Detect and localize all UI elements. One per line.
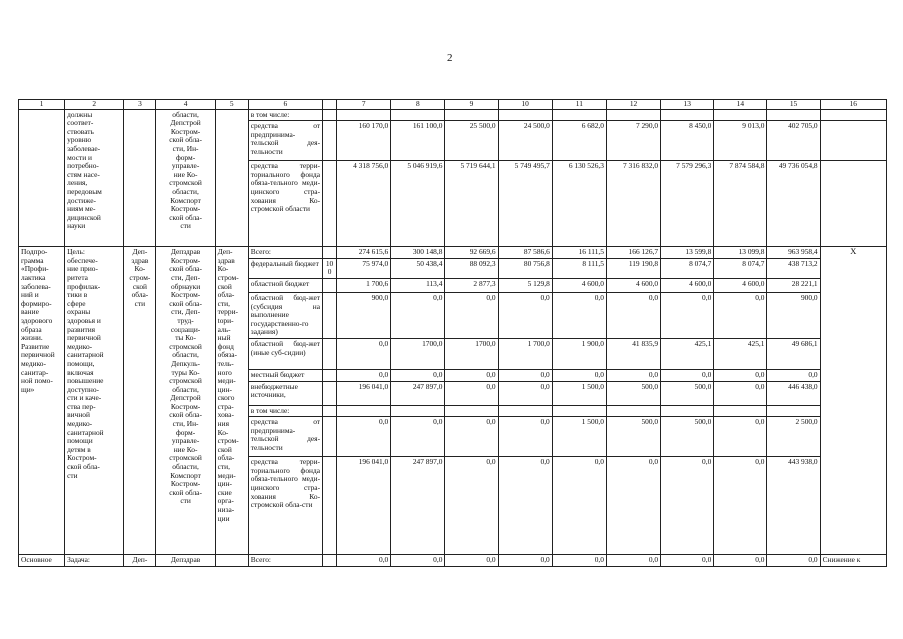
amount-cell (661, 109, 714, 121)
amount-cell: 9 013,0 (714, 121, 767, 161)
funding-source-cell: местный бюджет (248, 369, 322, 381)
code-cell (323, 417, 337, 457)
page-number: 2 (447, 52, 453, 64)
participants-cell (215, 555, 248, 567)
funding-source-cell: Всего: (248, 247, 322, 259)
amount-cell: 196 041,0 (337, 457, 391, 555)
amount-cell: 13 099,8 (714, 247, 767, 259)
budget-table (18, 99, 887, 567)
amount-cell: 0,0 (337, 555, 391, 567)
amount-cell: 2 500,0 (767, 417, 820, 457)
coexecutors-cell: области, Депстрой Костром- ской обла- сти, Ин- форм- управле- ние Ко- стромской области, Комспорт Костром- ской обла- сти (156, 109, 215, 247)
column-number-cell: 12 (606, 100, 660, 110)
amount-cell: 0,0 (552, 555, 606, 567)
amount-cell: 160 170,0 (337, 121, 391, 161)
amount-cell: 0,0 (606, 457, 660, 555)
coexecutors-cell: Депздрав Костром- ской обла- сти, Деп- обрнауки Костром- ской обла- сти, Деп- труд- соцзащи- ты Ко- стромской области, Депкуль- туры Ко- стромской области, Депстрой Костром- ской обла- сти, Ин- форм- управле- ние Ко- стромской области, Комспорт Костром- ской обла- сти (156, 247, 215, 555)
column-number-cell: 5 (215, 100, 248, 110)
amount-cell: 0,0 (445, 457, 498, 555)
amount-cell: 1 500,0 (552, 417, 606, 457)
amount-cell: 13 599,8 (661, 247, 714, 259)
amount-cell: 0,0 (391, 555, 445, 567)
result-cell: Снижение к (820, 555, 886, 567)
amount-cell: 0,0 (606, 369, 660, 381)
amount-cell: 7 316 832,0 (606, 161, 660, 247)
amount-cell: 0,0 (391, 292, 445, 338)
amount-cell: 41 835,9 (606, 338, 660, 369)
amount-cell: 87 586,6 (498, 247, 552, 259)
goal-cell: Цель: обеспече- ние прио- ритета профилак- тики в сфере охраны здоровья и развития первичной медико- санитарной помощи, включая повышение доступно- сти и каче- ства пер- вичной медико- санитарной помощи детям в Костром- ской обла- сти (65, 247, 124, 555)
table-body (19, 100, 887, 567)
amount-cell: 500,0 (661, 417, 714, 457)
amount-cell: 49 736 054,8 (767, 161, 820, 247)
amount-cell: 7 874 584,8 (714, 161, 767, 247)
amount-cell: 24 500,0 (498, 121, 552, 161)
responsible-cell: Деп- здрав Ко- стром- ской обла- сти (124, 247, 156, 555)
amount-cell: 0,0 (445, 381, 498, 405)
code-cell (323, 381, 337, 405)
amount-cell: 963 958,4 (767, 247, 820, 259)
participants-cell: Деп- здрав Ко- стром- ской обла- сти, терри- tори- аль- ный фонд обяза- тель- ного меди- цин- ского стра- хова- ния Ко- стром- ской обла- сти, меди- цин- ские орга- низа- ции (215, 247, 248, 555)
amount-cell: 7 290,0 (606, 121, 660, 161)
amount-cell: 0,0 (445, 369, 498, 381)
amount-cell: 7 579 296,3 (661, 161, 714, 247)
column-number-cell: 6 (248, 100, 322, 110)
amount-cell: 425,1 (714, 338, 767, 369)
code-cell (323, 405, 337, 417)
amount-cell: 5 719 644,1 (445, 161, 498, 247)
funding-source-cell: внебюджетные источники, (248, 381, 322, 405)
responsible-cell: Деп- (124, 555, 156, 567)
code-cell (323, 161, 337, 247)
amount-cell: 274 615,6 (337, 247, 391, 259)
amount-cell: 161 100,0 (391, 121, 445, 161)
amount-cell: 4 600,0 (552, 278, 606, 292)
amount-cell: 500,0 (606, 417, 660, 457)
amount-cell: 402 705,0 (767, 121, 820, 161)
task-cell: Задача: (65, 555, 124, 567)
amount-cell: 500,0 (661, 381, 714, 405)
result-cell: Х (820, 247, 886, 555)
amount-cell: 4 600,0 (606, 278, 660, 292)
amount-cell: 0,0 (552, 292, 606, 338)
column-number-cell: 13 (661, 100, 714, 110)
funding-source-cell: Всего: (248, 555, 322, 567)
amount-cell: 0,0 (606, 555, 660, 567)
code-cell (323, 457, 337, 555)
amount-cell: 0,0 (661, 369, 714, 381)
funding-source-cell: областной бюд-жет (субсидия на выполнение государственно-го задания) (248, 292, 322, 338)
amount-cell: 0,0 (391, 369, 445, 381)
amount-cell: 438 713,2 (767, 258, 820, 278)
amount-cell (606, 109, 660, 121)
amount-cell (498, 109, 552, 121)
code-cell (323, 121, 337, 161)
code-cell (323, 109, 337, 121)
amount-cell: 0,0 (714, 369, 767, 381)
amount-cell: 0,0 (661, 292, 714, 338)
amount-cell: 8 074,7 (661, 258, 714, 278)
code-cell (323, 292, 337, 338)
amount-cell (498, 405, 552, 417)
amount-cell: 80 756,8 (498, 258, 552, 278)
amount-cell (337, 109, 391, 121)
amount-cell: 4 318 756,0 (337, 161, 391, 247)
table-row (19, 555, 887, 567)
amount-cell: 0,0 (661, 555, 714, 567)
amount-cell: 0,0 (714, 555, 767, 567)
amount-cell: 16 111,5 (552, 247, 606, 259)
coexecutors-cell: Депздрав (156, 555, 215, 567)
amount-cell: 2 877,3 (445, 278, 498, 292)
amount-cell: 0,0 (498, 369, 552, 381)
amount-cell: 0,0 (714, 457, 767, 555)
column-number-cell: 10 (498, 100, 552, 110)
column-number-cell: 11 (552, 100, 606, 110)
code-cell (323, 369, 337, 381)
amount-cell: 8 450,0 (661, 121, 714, 161)
participants-cell (215, 109, 248, 247)
amount-cell (767, 109, 820, 121)
amount-cell: 0,0 (445, 417, 498, 457)
amount-cell: 0,0 (391, 417, 445, 457)
amount-cell: 0,0 (498, 555, 552, 567)
table-row (19, 247, 887, 259)
amount-cell (552, 109, 606, 121)
amount-cell: 0,0 (498, 457, 552, 555)
amount-cell: 1 700,0 (498, 338, 552, 369)
amount-cell: 0,0 (445, 292, 498, 338)
funding-source-cell: средства терри-ториального фонда обяза-тельного меди-цинского стра-хования Ко-стромской обла-сти (248, 457, 322, 555)
amount-cell: 5 749 495,7 (498, 161, 552, 247)
amount-cell: 119 190,8 (606, 258, 660, 278)
column-number-cell: 4 (156, 100, 215, 110)
amount-cell: 49 686,1 (767, 338, 820, 369)
amount-cell: 500,0 (606, 381, 660, 405)
amount-cell: 0,0 (337, 369, 391, 381)
amount-cell: 0,0 (552, 369, 606, 381)
funding-source-cell: областной бюд-жет (иные суб-сидии) (248, 338, 322, 369)
amount-cell: 0,0 (606, 292, 660, 338)
amount-cell: 0,0 (661, 457, 714, 555)
result-cell (820, 109, 886, 121)
column-number-cell: 14 (714, 100, 767, 110)
amount-cell: 1 900,0 (552, 338, 606, 369)
responsible-cell (124, 109, 156, 247)
amount-cell: 1700,0 (445, 338, 498, 369)
amount-cell: 0,0 (445, 555, 498, 567)
amount-cell: 196 041,0 (337, 381, 391, 405)
program-name-cell (19, 109, 65, 247)
amount-cell (714, 405, 767, 417)
amount-cell: 8 074,7 (714, 258, 767, 278)
amount-cell: 1 700,6 (337, 278, 391, 292)
amount-cell: 166 126,7 (606, 247, 660, 259)
code-cell (323, 247, 337, 259)
amount-cell: 0,0 (714, 417, 767, 457)
amount-cell: 443 938,0 (767, 457, 820, 555)
measure-name-cell: Основное (19, 555, 65, 567)
funding-source-cell: средства от предпринима-тельской дея-тельности (248, 121, 322, 161)
amount-cell: 446 438,0 (767, 381, 820, 405)
amount-cell: 1 500,0 (552, 381, 606, 405)
amount-cell: 28 221,1 (767, 278, 820, 292)
amount-cell: 92 669,6 (445, 247, 498, 259)
column-number-row (19, 100, 887, 110)
amount-cell: 88 092,3 (445, 258, 498, 278)
amount-cell: 6 682,0 (552, 121, 606, 161)
code-cell: 100 (323, 258, 337, 278)
amount-cell: 4 600,0 (714, 278, 767, 292)
result-cell (820, 161, 886, 247)
column-number-cell: 1 (19, 100, 65, 110)
amount-cell: 5 046 919,6 (391, 161, 445, 247)
amount-cell (552, 405, 606, 417)
amount-cell (445, 109, 498, 121)
amount-cell: 50 438,4 (391, 258, 445, 278)
amount-cell: 1700,0 (391, 338, 445, 369)
amount-cell: 0,0 (714, 381, 767, 405)
amount-cell: 0,0 (498, 417, 552, 457)
amount-cell (391, 109, 445, 121)
amount-cell: 0,0 (498, 381, 552, 405)
amount-cell: 0,0 (767, 369, 820, 381)
amount-cell: 6 130 526,3 (552, 161, 606, 247)
amount-cell: 0,0 (714, 292, 767, 338)
column-number-cell (323, 100, 337, 110)
funding-source-cell: областной бюджет (248, 278, 322, 292)
column-number-cell: 2 (65, 100, 124, 110)
amount-cell (606, 405, 660, 417)
amount-cell: 113,4 (391, 278, 445, 292)
amount-cell (767, 405, 820, 417)
goal-cell: должны соответ- ствовать уровню заболевае- мости и потребно- стям насе- ления, передовым достиже- ниям ме- дицинской науки (65, 109, 124, 247)
amount-cell: 0,0 (337, 338, 391, 369)
funding-source-cell: в том числе: (248, 405, 322, 417)
subprogram-name-cell: Подпро- грамма «Профи- лактика заболева- ний и формиро- вание здорового образа жизни. Развитие первичной медико- санитар- ной помо- щи» (19, 247, 65, 555)
amount-cell: 300 148,8 (391, 247, 445, 259)
table-row (19, 109, 887, 121)
amount-cell: 75 974,0 (337, 258, 391, 278)
amount-cell: 900,0 (767, 292, 820, 338)
column-number-cell: 9 (445, 100, 498, 110)
amount-cell (445, 405, 498, 417)
code-cell (323, 278, 337, 292)
funding-source-cell: средства от предпринима-тельской дея-тельности (248, 417, 322, 457)
amount-cell: 5 129,8 (498, 278, 552, 292)
amount-cell: 4 600,0 (661, 278, 714, 292)
amount-cell: 0,0 (552, 457, 606, 555)
column-number-cell: 16 (820, 100, 886, 110)
amount-cell (391, 405, 445, 417)
amount-cell: 247 897,0 (391, 381, 445, 405)
funding-source-cell: федеральный бюджет (248, 258, 322, 278)
amount-cell: 25 500,0 (445, 121, 498, 161)
result-cell (820, 121, 886, 161)
amount-cell (337, 405, 391, 417)
amount-cell: 0,0 (337, 417, 391, 457)
amount-cell: 0,0 (767, 555, 820, 567)
column-number-cell: 15 (767, 100, 820, 110)
amount-cell (661, 405, 714, 417)
amount-cell (714, 109, 767, 121)
column-number-cell: 7 (337, 100, 391, 110)
amount-cell: 425,1 (661, 338, 714, 369)
column-number-cell: 3 (124, 100, 156, 110)
column-number-cell: 8 (391, 100, 445, 110)
code-cell (323, 555, 337, 567)
amount-cell: 247 897,0 (391, 457, 445, 555)
amount-cell: 0,0 (498, 292, 552, 338)
funding-source-cell: средства терри-ториального фонда обяза-тельного меди-цинского стра-хования Ко-стромской области (248, 161, 322, 247)
funding-source-cell: в том числе: (248, 109, 322, 121)
code-cell (323, 338, 337, 369)
amount-cell: 900,0 (337, 292, 391, 338)
amount-cell: 8 111,5 (552, 258, 606, 278)
